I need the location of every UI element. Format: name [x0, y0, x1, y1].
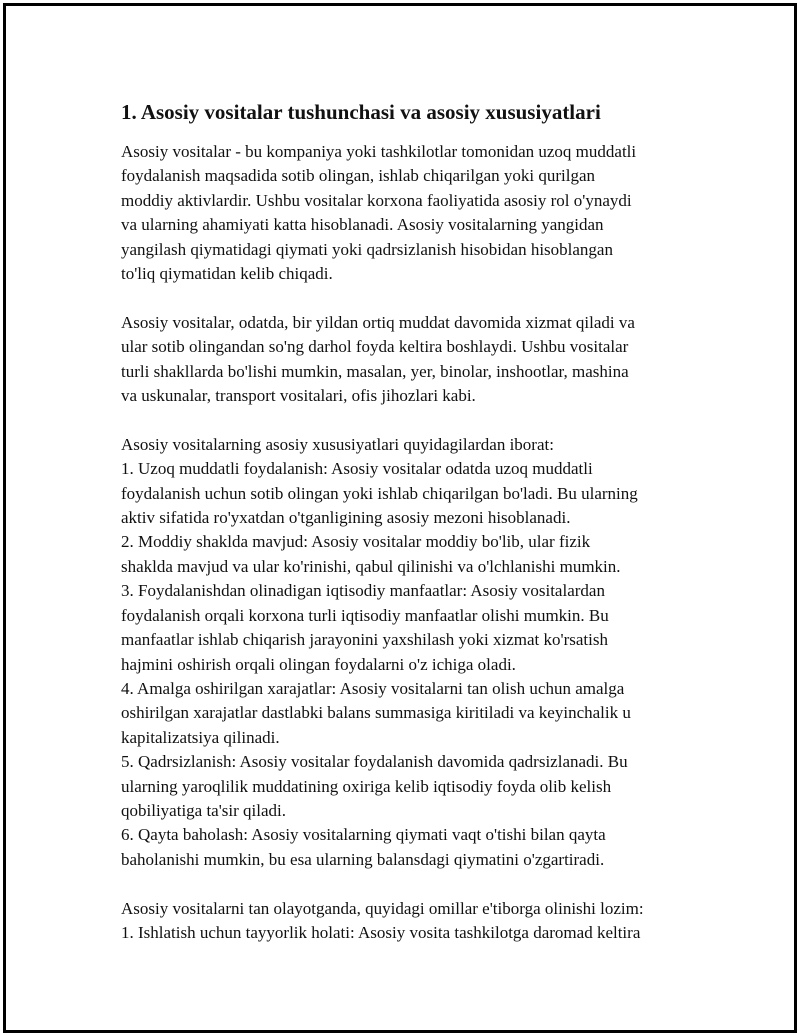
- paragraph-spacer: [121, 408, 691, 432]
- text-line: Asosiy vositalar, odatda, bir yildan ortiq muddat davomida xizmat qiladi va: [121, 312, 635, 332]
- text-line: to'liq qiymatidan kelib chiqadi.: [121, 264, 333, 284]
- paragraph-duration: [121, 311, 691, 409]
- text-line: va ularning ahamiyati katta hisoblanadi. Asosiy vositalarning yangidan: [121, 215, 604, 235]
- section-heading: 1. Asosiy vositalar tushunchasi va asosiy xususiyatlari: [121, 100, 601, 124]
- text-line: aktiv sifatida ro'yxatdan o'tganligining asosiy mezoni hisoblanadi.: [121, 508, 571, 528]
- text-line: shaklda mavjud va ular ko'rinishi, qabul qilinishi va o'lchlanishi mumkin.: [121, 556, 621, 576]
- text-line: hajmini oshirish orqali olingan foydalarni o'z ichiga oladi.: [121, 654, 516, 674]
- page-frame: [3, 3, 797, 1033]
- text-line: foydalanish orqali korxona turli iqtisodiy manfaatlar olishi mumkin. Bu: [121, 605, 609, 625]
- text-line: moddiy aktivlardir. Ushbu vositalar korxona faoliyatida asosiy rol o'ynaydi: [121, 190, 632, 210]
- paragraph-spacer: [121, 872, 691, 896]
- list-item-line: 1. Ishlatish uchun tayyorlik holati: Asosiy vosita tashkilotga daromad keltira: [121, 922, 641, 942]
- list-item-line: 1. Uzoq muddatli foydalanish: Asosiy vositalar odatda uzoq muddatli: [121, 459, 593, 479]
- paragraph-features-list: [121, 433, 691, 872]
- list-item-line: 5. Qadrsizlanish: Asosiy vositalar foydalanish davomida qadrsizlanadi. Bu: [121, 752, 628, 772]
- text-line: ularning yaroqlilik muddatining oxiriga kelib iqtisodiy foyda olib kelish: [121, 776, 612, 796]
- text-line: foydalanish uchun sotib olingan yoki ishlab chiqarilgan bo'ladi. Bu ularning: [121, 483, 638, 503]
- text-line: manfaatlar ishlab chiqarish jarayonini yaxshilash yoki xizmat ko'rsatish: [121, 630, 608, 650]
- list-item-line: 2. Moddiy shaklda mavjud: Asosiy vositalar moddiy bo'lib, ular fizik: [121, 532, 591, 552]
- list-item-line: 3. Foydalanishdan olinadigan iqtisodiy manfaatlar: Asosiy vositalardan: [121, 581, 605, 601]
- paragraph-definition: [121, 140, 691, 286]
- paragraph-spacer: [121, 286, 691, 310]
- text-line: foydalanish maqsadida sotib olingan, ishlab chiqarilgan yoki qurilgan: [121, 166, 596, 186]
- document-body: [121, 98, 691, 945]
- text-line: oshirilgan xarajatlar dastlabki balans summasiga kiritiladi va keyinchalik u: [121, 703, 631, 723]
- list-item-line: 6. Qayta baholash: Asosiy vositalarning qiymati vaqt o'tishi bilan qayta: [121, 825, 606, 845]
- paragraph-recognition: [121, 897, 691, 946]
- text-line: baholanishi mumkin, bu esa ularning balansdagi qiymatini o'zgartiradi.: [121, 849, 605, 869]
- text-line: Asosiy vositalar - bu kompaniya yoki tashkilotlar tomonidan uzoq muddatli: [121, 142, 637, 161]
- text-line: yangilash qiymatidagi qiymati yoki qadrsizlanish hisobidan hisoblangan: [121, 239, 613, 259]
- text-line: turli shakllarda bo'lishi mumkin, masalan, yer, binolar, inshootlar, mashina: [121, 361, 629, 381]
- text-line: kapitalizatsiya qilinadi.: [121, 727, 280, 747]
- text-line: qobiliyatiga ta'sir qiladi.: [121, 800, 287, 820]
- text-line: va uskunalar, transport vositalari, ofis jihozlari kabi.: [121, 386, 476, 406]
- text-line: Asosiy vositalarning asosiy xususiyatlari quyidagilardan iborat:: [121, 434, 554, 454]
- text-line: Asosiy vositalarni tan olayotganda, quyidagi omillar e'tiborga olinishi lozim:: [121, 898, 644, 918]
- text-line: ular sotib olingandan so'ng darhol foyda keltira boshlaydi. Ushbu vositalar: [121, 337, 629, 357]
- list-item-line: 4. Amalga oshirilgan xarajatlar: Asosiy vositalarni tan olish uchun amalga: [121, 678, 625, 698]
